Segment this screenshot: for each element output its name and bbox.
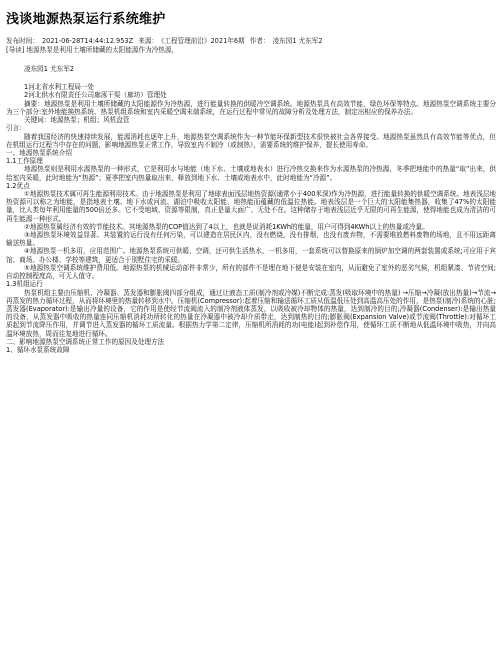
article-meta [6, 37, 496, 45]
published-label: 发布时间： [6, 37, 39, 45]
guide-text: [导读] 地源热泵是利用土壤所储藏的太阳能源作为冷热源， [6, 46, 179, 55]
section-1-heading: 一、地源热泵系统介绍 [6, 149, 72, 158]
intro-paragraph: 随着我国经济的快速持续发展，能源消耗也逐年上升，地源热泵空调系统作为一种节能环保新型技术很快被社会各界接受。地源热泵虽然具有高效节能等优点，但在机组运行过程当中存在的问题，影响地源热泵正常工作，导致室内不制冷（或制热），需要系统的维护保养，提长使用寿命。 [6, 132, 496, 149]
authors-line: 凌东园1 尤东军2 [24, 64, 75, 73]
abstract: 摘要：地源热泵是利用土壤所储藏的太阳能源作为冷热源，进行能量转换的供暖冷空调系统。地源热泵具有高效节能，绿色环保等特点。地源热泵空调系统主要分为三个部分:室外地能换热系统、热泵机组系统和室内采暖空调末端系统，在运行过程中常见的故障分析及处理方法，制定出相应的保养办法。 [6, 99, 496, 117]
advantage-5: ⑤地源热泵空调系统维护费用低。地源热泵的机械运动部件非常少，所有的部件不是埋在地下便是安装在室内，从而避免了室外的恶劣气候，机组紧凑、节省空间;自动控制程度高，可无人值守。 [6, 263, 496, 281]
affiliation-1: 1河北省水利工程局一处 [24, 83, 95, 92]
advantage-1: ①地源热泵技术属可再生能源利用技术。由于地源热泵是利用了地球表面浅层地热资源(通常小于400米深)作为冷热源，进行能量转换的供暖空调系统。地表浅层地热资源可以称之为地能，是指地表土壤、地下水或河流、湖泊中吸收太阳能、地热能而蕴藏的低温位热能。地表浅层是一个巨大的太阳能集热器，收集了47%的太阳能量，比人类每年利用能量的500倍还多。它不受地域、资源等限制，真正是量大面广、无处不在。这种储存于地表浅层近乎无限的可再生能源，使得地能也成为清洁的可再生能源一种形式。 [6, 190, 497, 223]
author-value: 凌东园1 尤东军2 [272, 37, 323, 45]
section-2-1-heading: 1、循环水泵系统故障 [6, 345, 70, 354]
article-title: 浅谈地源热泵运行系统维护 [6, 12, 166, 27]
source-label: 来源： [138, 37, 159, 45]
keywords: 关键词：地源热泵；机组；风机盘管 [24, 116, 130, 125]
published-value: 2021-06-28T14:44:12.953Z [41, 37, 134, 45]
section-1-3-paragraph: 热泵机组主要由压缩机、冷凝器、蒸发器和膨胀阀四部分组成，通过让液态工质(制冷剂或冷媒)不断完成:蒸发(吸取环境中的热量) →压缩→冷凝(放出热量)→节流→再蒸发的热力循环过程，从而将环境里的热量转移到水中。压缩机(Compressor):起着压缩和输送循环工质从低温低压处到高温高压处的作用，是热泵(制冷)系统的心脏;蒸发器(Evaporator):是输出冷量的设备，它的作用是使经节流阀流入的制冷剂液体蒸发，以吸收被冷却物体的热量，达到制冷的目的;冷凝器(Condenser):是输出热量的设备，从蒸发器中吸收的热量连同压缩机消耗功所转化的热量在冷凝器中被冷却介质带走，达到制热的目的;膨胀阀(Expansion Valve)或节流阀(Throttle):对循环工质起到节流降压作用，并调节进入蒸发器的循环工质流量。根据热力学第二定律，压缩机所消耗的功(电能)起到补偿作用，使循环工质不断地从低温环境中吸热，并向高温环境放热，周而往复地进行循环。 [6, 288, 496, 338]
affiliation-2: 2河北供水有限责任公司廊涿干渠（廊坊）管理处 [24, 91, 167, 100]
section-1-1-heading: 1.1工作原理 [6, 157, 43, 166]
advantage-2: ②地源热泵属经济有效的节能技术。其地源热泵的COP值达到了4以上，也就是说消耗1KWh的能量，用户可得到4KWh以上的热量或冷量。 [24, 222, 429, 231]
section-2-heading: 二、影响地源热泵空调系统正常工作的原因及处理方法 [6, 337, 165, 346]
advantage-4: ④地源热泵一机多用，应用范围广。地源热泵系统可供暖、空调，还可供生活热水，一机多用，一套系统可以替换原来的锅炉加空调的两套装置或系统;可应用于宾馆、商场、办公楼、学校等建筑，更适合于别墅住宅的采暖。 [6, 247, 496, 264]
source-value: 《工程管理前沿》2021年6期 [161, 37, 245, 45]
section-1-3-heading: 1.3机组运行 [6, 280, 43, 289]
intro-heading: 引言： [6, 124, 26, 133]
author-label: 作者： [249, 37, 270, 45]
advantage-3: ③地源热泵环境效益显著。其装置的运行没有任何污染，可以建造在居民区内，没有燃烧，没有排烟，也没有废弃物，不需要堆放燃料废物的场地，且不用远距离输送热量。 [6, 231, 496, 248]
section-1-1-paragraph: 地源热泵则是利用水源热泵的一种形式，它是利用水与地能（地下水、土壤或地表水）进行冷热交换来作为水源热泵的冷热源，冬季把地能中的热量“取”出来，供给室内采暖，此时地能为“热源”；夏季把室内热量取出来，释放到地下水、土壤或地表水中，此时地能为“冷源”。 [6, 165, 496, 182]
section-1-2-heading: 1.2优点 [6, 181, 30, 190]
